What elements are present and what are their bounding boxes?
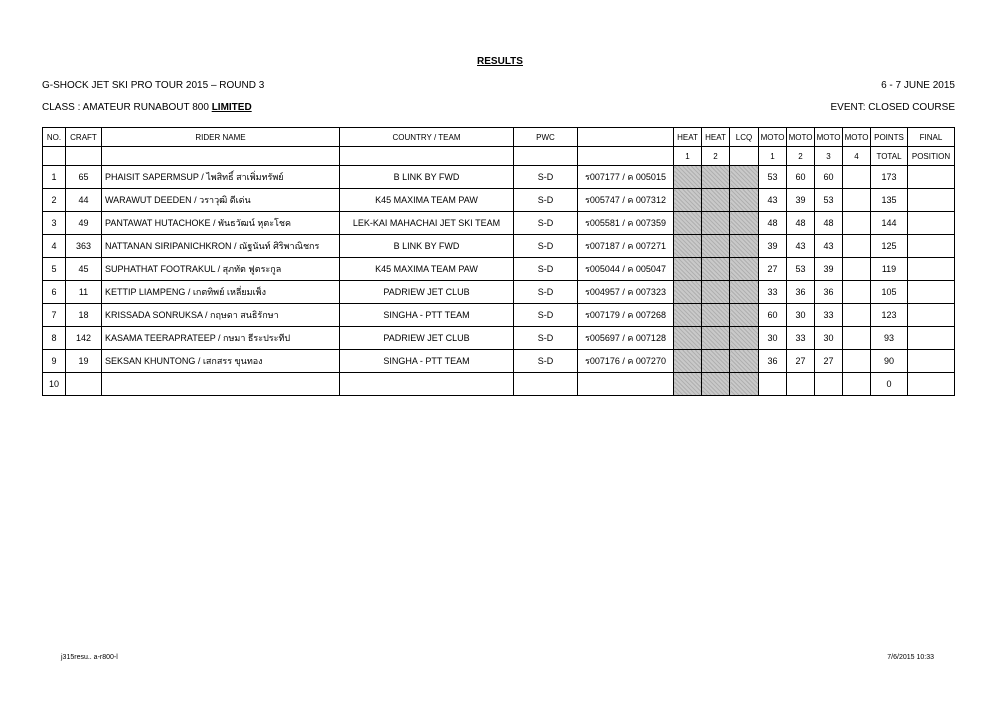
cell-moto-3: 30 [815,327,843,350]
cell-rider-name: SUPHATHAT FOOTRAKUL / สุภทัต ฟูตระกูล [102,258,340,281]
cell-moto-1: 60 [759,304,787,327]
col-pwc-sub [514,147,578,166]
table-row [43,304,955,327]
cell-position [908,304,955,327]
cell-no: 5 [43,258,66,281]
cell-pwc: S-D [514,189,578,212]
cell-serial: ร007187 / ค 007271 [578,235,674,258]
cell-team [340,373,514,396]
cell-position [908,212,955,235]
cell-team: B LINK BY FWD [340,235,514,258]
col-points: POINTS [871,128,908,147]
cell-no: 4 [43,235,66,258]
col-moto-3: MOTO [815,128,843,147]
cell-moto-2: 30 [787,304,815,327]
cell-moto-1: 36 [759,350,787,373]
col-heat-2: HEAT [702,128,730,147]
col-no: NO. [43,128,66,147]
cell-heat-2 [702,212,730,235]
cell-heat-2 [702,350,730,373]
cell-heat-1 [674,258,702,281]
col-position: POSITION [908,147,955,166]
cell-moto-1: 27 [759,258,787,281]
cell-moto-1: 39 [759,235,787,258]
cell-craft: 363 [66,235,102,258]
cell-position [908,258,955,281]
col-moto-4: MOTO [843,128,871,147]
cell-heat-2 [702,373,730,396]
cell-lcq [730,327,759,350]
cell-serial: ร007177 / ค 005015 [578,166,674,189]
col-moto-4-number: 4 [843,147,871,166]
cell-heat-2 [702,304,730,327]
cell-heat-1 [674,212,702,235]
cell-moto-3: 33 [815,304,843,327]
results-table [42,127,955,396]
col-craft: CRAFT [66,128,102,147]
cell-heat-2 [702,281,730,304]
cell-moto-3: 36 [815,281,843,304]
cell-no: 8 [43,327,66,350]
table-row [43,327,955,350]
cell-moto-2: 43 [787,235,815,258]
cell-serial: ร005581 / ค 007359 [578,212,674,235]
cell-no: 3 [43,212,66,235]
cell-no: 6 [43,281,66,304]
cell-team: K45 MAXIMA TEAM PAW [340,258,514,281]
cell-moto-4 [843,189,871,212]
cell-moto-3: 53 [815,189,843,212]
cell-total: 135 [871,189,908,212]
col-rider: RIDER NAME [102,128,340,147]
cell-moto-2 [787,373,815,396]
cell-heat-1 [674,304,702,327]
table-row [43,373,955,396]
cell-total: 119 [871,258,908,281]
cell-craft: 18 [66,304,102,327]
footer-file-name: j315resu.. a-r800-l [61,654,118,661]
cell-heat-2 [702,258,730,281]
cell-heat-2 [702,166,730,189]
cell-pwc: S-D [514,235,578,258]
col-moto-1: MOTO [759,128,787,147]
cell-moto-2: 36 [787,281,815,304]
cell-total: 123 [871,304,908,327]
cell-position [908,350,955,373]
cell-craft: 45 [66,258,102,281]
cell-rider-name: WARAWUT DEEDEN / วราวุฒิ ดีเด่น [102,189,340,212]
cell-rider-name [102,373,340,396]
cell-total: 93 [871,327,908,350]
cell-heat-1 [674,373,702,396]
col-craft-sub [66,147,102,166]
event-dates: 6 - 7 JUNE 2015 [881,80,955,91]
cell-craft: 49 [66,212,102,235]
page-title: RESULTS [477,56,523,67]
col-serial-sub [578,147,674,166]
col-pwc: PWC [514,128,578,147]
cell-pwc: S-D [514,327,578,350]
cell-moto-4 [843,235,871,258]
cell-pwc [514,373,578,396]
cell-pwc: S-D [514,304,578,327]
col-heat-1: HEAT [674,128,702,147]
cell-pwc: S-D [514,258,578,281]
cell-moto-3 [815,373,843,396]
cell-moto-4 [843,212,871,235]
cell-lcq [730,212,759,235]
cell-position [908,281,955,304]
cell-team: K45 MAXIMA TEAM PAW [340,189,514,212]
event-course: EVENT: CLOSED COURSE [830,102,955,113]
cell-total: 125 [871,235,908,258]
col-moto-2-number: 2 [787,147,815,166]
col-rider-sub [102,147,340,166]
col-heat-1-number: 1 [674,147,702,166]
cell-moto-2: 39 [787,189,815,212]
cell-total: 144 [871,212,908,235]
class-limited: LIMITED [211,102,252,113]
cell-moto-3: 48 [815,212,843,235]
cell-heat-1 [674,327,702,350]
cell-moto-2: 33 [787,327,815,350]
cell-moto-3: 43 [815,235,843,258]
col-moto-3-number: 3 [815,147,843,166]
cell-heat-1 [674,350,702,373]
cell-rider-name: KASAMA TEERAPRATEEP / กษมา ธีระประทีป [102,327,340,350]
cell-moto-4 [843,281,871,304]
cell-craft: 142 [66,327,102,350]
cell-moto-2: 48 [787,212,815,235]
cell-moto-1: 43 [759,189,787,212]
cell-moto-1: 48 [759,212,787,235]
cell-serial: ร005044 / ค 005047 [578,258,674,281]
col-heat-2-number: 2 [702,147,730,166]
table-row [43,235,955,258]
cell-heat-2 [702,327,730,350]
table-row [43,189,955,212]
cell-position [908,189,955,212]
cell-lcq [730,350,759,373]
cell-no: 2 [43,189,66,212]
footer-timestamp: 7/6/2015 10:33 [887,654,934,661]
cell-moto-3: 27 [815,350,843,373]
cell-team: LEK-KAI MAHACHAI JET SKI TEAM [340,212,514,235]
cell-moto-2: 60 [787,166,815,189]
cell-position [908,235,955,258]
col-lcq-sub [730,147,759,166]
event-title: G-SHOCK JET SKI PRO TOUR 2015 – ROUND 3 [42,80,265,91]
cell-moto-2: 53 [787,258,815,281]
cell-moto-2: 27 [787,350,815,373]
cell-moto-4 [843,350,871,373]
cell-serial: ร007176 / ค 007270 [578,350,674,373]
table-row [43,258,955,281]
col-total: TOTAL [871,147,908,166]
col-serial [578,128,674,147]
cell-craft [66,373,102,396]
table-row [43,350,955,373]
cell-serial: ร005697 / ค 007128 [578,327,674,350]
cell-no: 1 [43,166,66,189]
cell-heat-1 [674,235,702,258]
results-body [43,166,955,396]
cell-heat-2 [702,189,730,212]
cell-lcq [730,373,759,396]
cell-team: PADRIEW JET CLUB [340,327,514,350]
cell-rider-name: NATTANAN SIRIPANICHKRON / ณัฐนันท์ ศิริพาณิชกร [102,235,340,258]
cell-moto-4 [843,327,871,350]
cell-position [908,166,955,189]
cell-moto-4 [843,166,871,189]
cell-serial: ร005747 / ค 007312 [578,189,674,212]
table-row [43,166,955,189]
cell-team: B LINK BY FWD [340,166,514,189]
cell-position [908,373,955,396]
cell-lcq [730,189,759,212]
col-final: FINAL [908,128,955,147]
cell-total: 173 [871,166,908,189]
col-lcq: LCQ [730,128,759,147]
cell-total: 0 [871,373,908,396]
cell-serial: ร004957 / ค 007323 [578,281,674,304]
cell-rider-name: PHAISIT SAPERMSUP / ไพสิทธิ์ สาเพิ่มทรัพย์ [102,166,340,189]
cell-craft: 11 [66,281,102,304]
table-row [43,281,955,304]
cell-serial [578,373,674,396]
cell-heat-1 [674,189,702,212]
cell-serial: ร007179 / ค 007268 [578,304,674,327]
cell-lcq [730,281,759,304]
class-prefix: CLASS : AMATEUR RUNABOUT 800 [42,102,212,113]
cell-heat-2 [702,235,730,258]
cell-rider-name: PANTAWAT HUTACHOKE / พันธวัฒน์ หุตะโชค [102,212,340,235]
cell-craft: 44 [66,189,102,212]
cell-moto-1 [759,373,787,396]
col-team: COUNTRY / TEAM [340,128,514,147]
cell-pwc: S-D [514,350,578,373]
cell-heat-1 [674,281,702,304]
col-moto-2: MOTO [787,128,815,147]
cell-total: 90 [871,350,908,373]
cell-total: 105 [871,281,908,304]
cell-team: PADRIEW JET CLUB [340,281,514,304]
cell-lcq [730,166,759,189]
cell-rider-name: KRISSADA SONRUKSA / กฤษดา สนธิรักษา [102,304,340,327]
col-no-sub [43,147,66,166]
cell-heat-1 [674,166,702,189]
cell-team: SINGHA - PTT TEAM [340,304,514,327]
cell-moto-4 [843,258,871,281]
cell-no: 9 [43,350,66,373]
cell-pwc: S-D [514,212,578,235]
cell-position [908,327,955,350]
cell-no: 7 [43,304,66,327]
cell-rider-name: KETTIP LIAMPENG / เกตทิพย์ เหลี่ยมเพ็ง [102,281,340,304]
cell-team: SINGHA - PTT TEAM [340,350,514,373]
cell-moto-1: 53 [759,166,787,189]
cell-pwc: S-D [514,281,578,304]
cell-moto-4 [843,373,871,396]
cell-craft: 65 [66,166,102,189]
cell-moto-3: 60 [815,166,843,189]
class-label [42,102,252,113]
cell-moto-3: 39 [815,258,843,281]
table-row [43,212,955,235]
cell-lcq [730,304,759,327]
cell-craft: 19 [66,350,102,373]
col-moto-1-number: 1 [759,147,787,166]
col-team-sub [340,147,514,166]
cell-moto-1: 30 [759,327,787,350]
cell-moto-1: 33 [759,281,787,304]
cell-no: 10 [43,373,66,396]
cell-lcq [730,235,759,258]
cell-rider-name: SEKSAN KHUNTONG / เสกสรร ขุนทอง [102,350,340,373]
cell-moto-4 [843,304,871,327]
cell-lcq [730,258,759,281]
cell-pwc: S-D [514,166,578,189]
